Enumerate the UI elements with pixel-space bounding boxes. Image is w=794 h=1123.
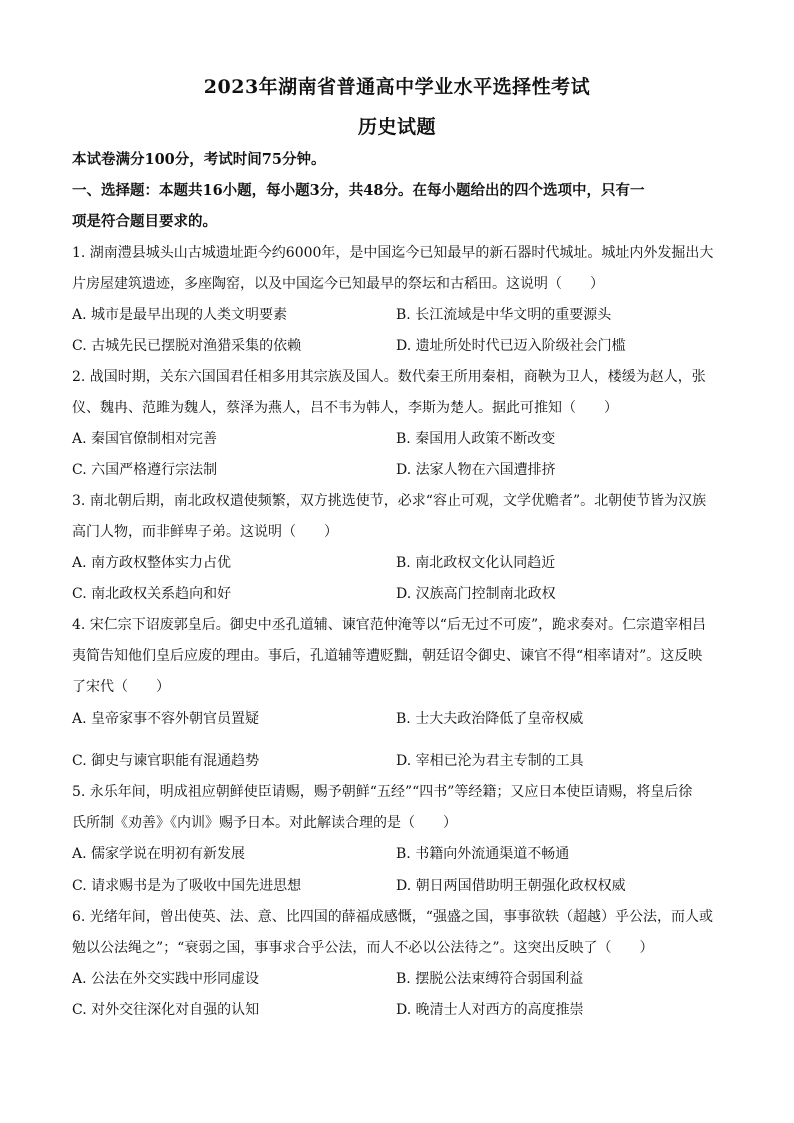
question-3-line-2: 高门人物，而非鲜卑子弟。这说明（ ） xyxy=(72,524,338,540)
q1-option-d[interactable]: D. 遗址所处时代已迈入阶级社会门槛 xyxy=(396,338,626,354)
section-heading: 一、选择题：本题共16小题，每小题3分，共48分。在每小题给出的四个选项中，只有一 xyxy=(72,182,645,199)
q2-option-d[interactable]: D. 法家人物在六国遭排挤 xyxy=(396,462,556,478)
question-2-line-1: 2. 战国时期，关东六国国君任相多用其宗族及国人。数代秦王所用秦相，商鞅为卫人，楼缓为赵人，张 xyxy=(72,369,706,385)
question-3-line-1: 3. 南北朝后期，南北政权遣使频繁，双方挑选使节，必求“容止可观，文学优赡者”。北朝使节皆为汉族 xyxy=(72,493,707,509)
exam-subtitle: 历史试题 xyxy=(357,116,436,138)
section-heading-cont: 项是符合题目要求的。 xyxy=(72,213,217,230)
question-5-line-2: 氏所制《劝善》《内训》赐予日本。对此解读合理的是（ ） xyxy=(72,815,457,831)
question-1-line-1: 1. 湖南澧县城头山古城遗址距今约6000年，是中国迄今已知最早的新石器时代城址。城址内外发掘出大 xyxy=(72,245,714,261)
question-6-line-1: 6. 光绪年间，曾出使英、法、意、比四国的薛福成感慨，“强盛之国，事事欲轶（超越）乎公法，而人或 xyxy=(72,909,713,925)
q3-option-a[interactable]: A. 南方政权整体实力占优 xyxy=(72,555,232,571)
q3-option-c[interactable]: C. 南北政权关系趋向和好 xyxy=(72,586,232,602)
question-4-line-2: 夷简告知他们皇后应废的理由。事后，孔道辅等遭贬黜，朝廷诏令御史、谏官不得“相率请对”。这反映 xyxy=(72,648,703,664)
q1-option-c[interactable]: C. 古城先民已摆脱对渔猎采集的依赖 xyxy=(72,338,302,354)
exam-title: 2023年湖南省普通高中学业水平选择性考试 xyxy=(203,76,591,98)
question-4-line-3: 了宋代（ ） xyxy=(72,679,170,695)
q5-option-a[interactable]: A. 儒家学说在明初有新发展 xyxy=(72,846,246,862)
q6-option-d[interactable]: D. 晚清士人对西方的高度推崇 xyxy=(396,1002,584,1018)
exam-note: 本试卷满分100分，考试时间75分钟。 xyxy=(72,151,326,168)
q1-option-b[interactable]: B. 长江流域是中华文明的重要源头 xyxy=(396,307,612,323)
q6-option-b[interactable]: B. 摆脱公法束缚符合弱国利益 xyxy=(396,971,584,987)
q3-option-b[interactable]: B. 南北政权文化认同趋近 xyxy=(396,555,556,571)
question-2-line-2: 仪、魏冉、范雎为魏人，蔡泽为燕人，吕不韦为韩人，李斯为楚人。据此可推知（ ） xyxy=(72,400,618,416)
question-1-line-2: 片房屋建筑遗迹，多座陶窑，以及中国迄今已知最早的祭坛和古稻田。这说明（ ） xyxy=(72,276,604,292)
q2-option-b[interactable]: B. 秦国用人政策不断改变 xyxy=(396,431,556,447)
q5-option-c[interactable]: C. 请求赐书是为了吸收中国先进思想 xyxy=(72,878,302,894)
q5-option-d[interactable]: D. 朝日两国借助明王朝强化政权权威 xyxy=(396,878,626,894)
q6-option-a[interactable]: A. 公法在外交实践中形同虚设 xyxy=(72,971,260,987)
question-6-line-2: 勉以公法绳之”；“衰弱之国，事事求合乎公法，而人不必以公法待之”。这突出反映了（ ） xyxy=(72,940,654,956)
q6-option-c[interactable]: C. 对外交往深化对自强的认知 xyxy=(72,1002,260,1018)
q4-option-a[interactable]: A. 皇帝家事不容外朝官员置疑 xyxy=(72,711,260,727)
q4-option-d[interactable]: D. 宰相已沦为君主专制的工具 xyxy=(396,753,584,769)
q5-option-b[interactable]: B. 书籍向外流通渠道不畅通 xyxy=(396,846,570,862)
question-4-line-1: 4. 宋仁宗下诏废郭皇后。御史中丞孔道辅、谏官范仲淹等以“后无过不可废”，跪求奏对。仁宗遣宰相吕 xyxy=(72,617,707,633)
q4-option-c[interactable]: C. 御史与谏官职能有混通趋势 xyxy=(72,753,260,769)
q2-option-c[interactable]: C. 六国严格遵行宗法制 xyxy=(72,462,218,478)
q2-option-a[interactable]: A. 秦国官僚制相对完善 xyxy=(72,431,218,447)
q4-option-b[interactable]: B. 士大夫政治降低了皇帝权威 xyxy=(396,711,584,727)
question-5-line-1: 5. 永乐年间，明成祖应朝鲜使臣请赐，赐予朝鲜“五经”“四书”等经籍；又应日本使臣请赐，将皇后徐 xyxy=(72,784,693,800)
q3-option-d[interactable]: D. 汉族高门控制南北政权 xyxy=(396,586,556,602)
q1-option-a[interactable]: A. 城市是最早出现的人类文明要素 xyxy=(72,307,288,323)
